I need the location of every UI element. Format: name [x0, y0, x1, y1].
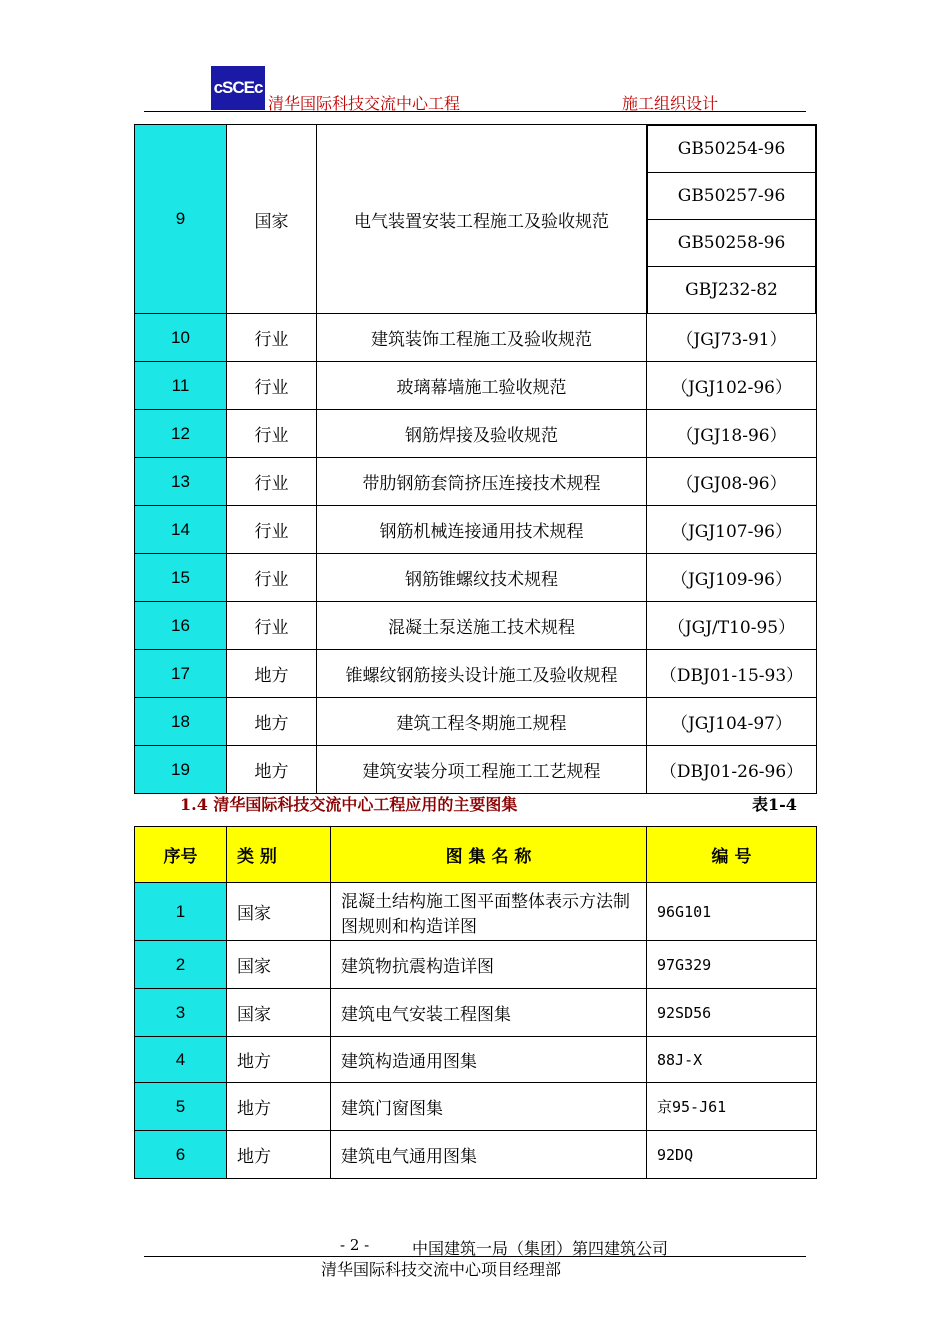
row-name: 建筑门窗图集: [331, 1083, 647, 1131]
footer-company: 中国建筑一局（集团）第四建筑公司: [412, 1239, 669, 1258]
row-level: 行业: [227, 458, 317, 506]
row-code: 96G101: [647, 883, 817, 941]
page-number: - 2 -: [340, 1236, 370, 1254]
row-code: （JGJ102-96）: [647, 362, 817, 410]
row-name: 玻璃幕墙施工验收规范: [317, 362, 647, 410]
table-row: [135, 410, 817, 458]
row-name: 锥螺纹钢筋接头设计施工及验收规程: [317, 650, 647, 698]
table-row: [135, 554, 817, 602]
row-code: （DBJ01-26-96）: [647, 746, 817, 794]
row-code: 92DQ: [647, 1131, 817, 1179]
table-row: [135, 883, 817, 941]
header-doc-type: 施工组织设计: [622, 94, 719, 113]
header-no: 序号: [135, 827, 227, 883]
table-row: [135, 362, 817, 410]
row-code: GB50258-96: [648, 220, 816, 267]
row-level: 国家: [227, 989, 331, 1037]
row-number: 1: [135, 883, 227, 941]
row-number: 13: [135, 458, 227, 506]
cscec-logo: cSCEc: [211, 66, 265, 110]
section-title: 1.4 清华国际科技交流中心工程应用的主要图集: [180, 795, 518, 814]
table-number: 表1-4: [752, 795, 797, 814]
table-row: [135, 746, 817, 794]
row-code: 92SD56: [647, 989, 817, 1037]
row-code: （JGJ18-96）: [647, 410, 817, 458]
table-row: [135, 1131, 817, 1179]
row-name: 建筑物抗震构造详图: [331, 941, 647, 989]
row-name: 建筑装饰工程施工及验收规范: [317, 314, 647, 362]
row-number: 2: [135, 941, 227, 989]
table-row: [135, 125, 817, 314]
table-row: [135, 650, 817, 698]
table-row: [135, 506, 817, 554]
row-name: 建筑电气通用图集: [331, 1131, 647, 1179]
row-number: 6: [135, 1131, 227, 1179]
row-level: 行业: [227, 410, 317, 458]
row-number: 3: [135, 989, 227, 1037]
page-header: [144, 60, 806, 112]
row-name: 电气装置安装工程施工及验收规范: [317, 125, 647, 314]
row-number: 17: [135, 650, 227, 698]
table-row: [135, 314, 817, 362]
row-name: 建筑电气安装工程图集: [331, 989, 647, 1037]
row-code: GB50257-96: [648, 173, 816, 220]
footer-department: 清华国际科技交流中心项目经理部: [321, 1260, 562, 1279]
atlas-table: [134, 826, 817, 1179]
row-number: 19: [135, 746, 227, 794]
row-number: 4: [135, 1037, 227, 1083]
row-code: （JGJ107-96）: [647, 506, 817, 554]
table-row: [135, 941, 817, 989]
row-name: 建筑构造通用图集: [331, 1037, 647, 1083]
row-number: 11: [135, 362, 227, 410]
row-number: 9: [135, 125, 227, 314]
header-project: 清华国际科技交流中心工程: [268, 94, 461, 113]
row-level: 国家: [227, 125, 317, 314]
row-number: 18: [135, 698, 227, 746]
row-level: 行业: [227, 554, 317, 602]
row-level: 地方: [227, 1131, 331, 1179]
table-row: [135, 698, 817, 746]
row-name: 混凝土结构施工图平面整体表示方法制图规则和构造详图: [331, 883, 647, 941]
row-level: 地方: [227, 746, 317, 794]
row-level: 行业: [227, 506, 317, 554]
row-code: GBJ232-82: [648, 267, 816, 314]
row-name: 钢筋锥螺纹技术规程: [317, 554, 647, 602]
row-number: 16: [135, 602, 227, 650]
header-level: 类 别: [227, 827, 331, 883]
row-level: 地方: [227, 1037, 331, 1083]
row-level: 地方: [227, 1083, 331, 1131]
standards-table: [134, 124, 817, 794]
row-number: 5: [135, 1083, 227, 1131]
row-code: （JGJ109-96）: [647, 554, 817, 602]
row-code: GB50254-96: [648, 126, 816, 173]
row-name: 建筑安装分项工程施工工艺规程: [317, 746, 647, 794]
row-code: （DBJ01-15-93）: [647, 650, 817, 698]
row-code: （JGJ08-96）: [647, 458, 817, 506]
table-header-row: [135, 827, 817, 883]
table-row: [135, 458, 817, 506]
row-number: 15: [135, 554, 227, 602]
table-row: [135, 602, 817, 650]
row-name: 带肋钢筋套筒挤压连接技术规程: [317, 458, 647, 506]
row-level: 国家: [227, 941, 331, 989]
row-code: （JGJ/T10-95）: [647, 602, 817, 650]
row-number: 10: [135, 314, 227, 362]
row-code: 京95-J61: [647, 1083, 817, 1131]
table-row: [135, 1083, 817, 1131]
row-level: 地方: [227, 698, 317, 746]
row-level: 地方: [227, 650, 317, 698]
row-level: 行业: [227, 362, 317, 410]
row-code: 97G329: [647, 941, 817, 989]
header-divider: [144, 111, 806, 112]
row-code: （JGJ104-97）: [647, 698, 817, 746]
row-name: 钢筋焊接及验收规范: [317, 410, 647, 458]
row-name: 混凝土泵送施工技术规程: [317, 602, 647, 650]
table-row: [135, 1037, 817, 1083]
row-code: 88J-X: [647, 1037, 817, 1083]
row-number: 14: [135, 506, 227, 554]
row-code: （JGJ73-91）: [647, 314, 817, 362]
table-row: [135, 989, 817, 1037]
header-code: 编 号: [647, 827, 817, 883]
header-name: 图 集 名 称: [331, 827, 647, 883]
row-codes: [647, 125, 817, 314]
row-name: 钢筋机械连接通用技术规程: [317, 506, 647, 554]
row-level: 国家: [227, 883, 331, 941]
row-name: 建筑工程冬期施工规程: [317, 698, 647, 746]
row-number: 12: [135, 410, 227, 458]
row-level: 行业: [227, 314, 317, 362]
row-level: 行业: [227, 602, 317, 650]
